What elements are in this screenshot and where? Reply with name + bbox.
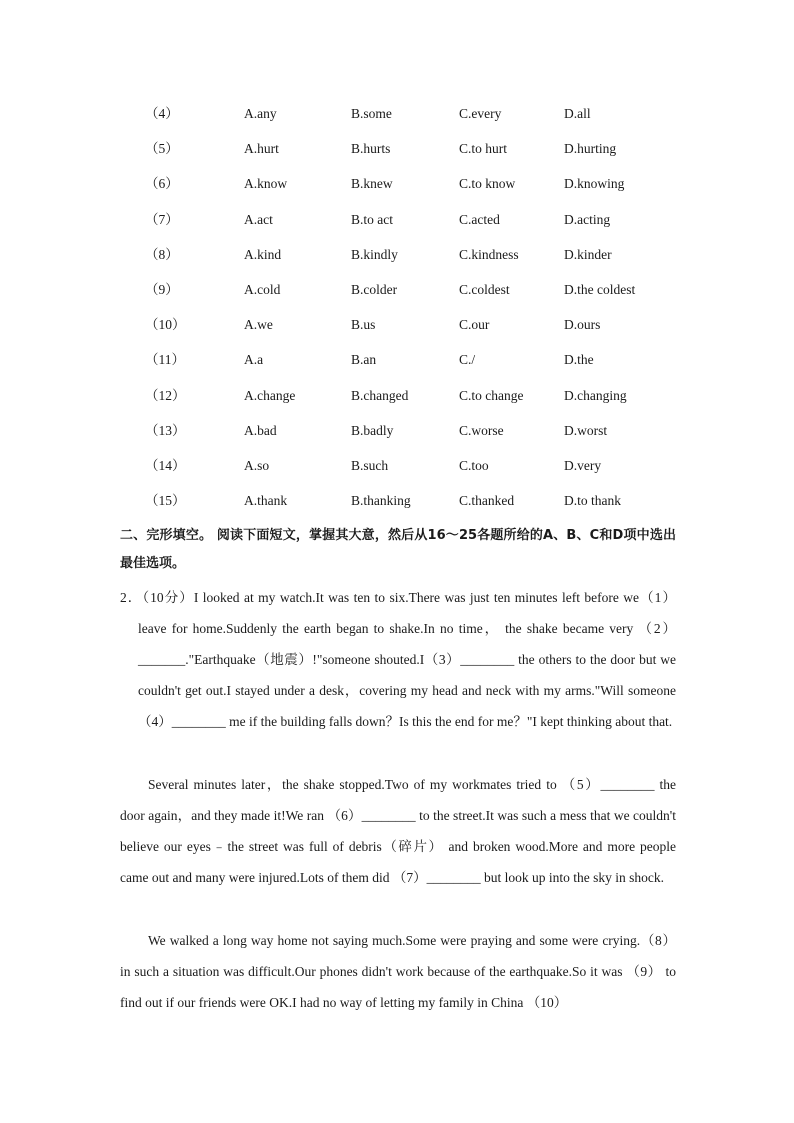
option-b: B.hurts [351, 141, 391, 157]
option-row [0, 491, 794, 511]
option-a: A.act [244, 211, 273, 227]
option-d: D.worst [564, 422, 608, 438]
option-a: A.bad [244, 422, 277, 438]
option-b: B.changed [351, 387, 409, 403]
option-row [0, 315, 794, 335]
option-a: A.thank [244, 493, 288, 509]
option-b: B.badly [351, 422, 394, 438]
option-a: A.cold [244, 282, 281, 297]
option-c: C.thanked [459, 493, 515, 509]
option-d: D.ours [564, 317, 601, 333]
question-number: （13） [145, 422, 186, 438]
option-row [0, 350, 794, 370]
option-d: D.the coldest [564, 282, 636, 297]
option-d: D.kinder [564, 246, 612, 262]
passage-paragraph-1-text: 2．（10分）I looked at my watch.It was ten to six.There was just ten minutes left before we（1）leave for home.Suddenly the earth began to shake.In no time， the shake became very （2）_______."Earthquake（地震）!"someone shouted.I（3）________ the others to the door but we couldn't get out.I stayed under a desk，covering my head and neck with my arms."Will someone （4）________ me if the building falls down？Is this the end for me？"I kept thinking about that. [120, 590, 676, 729]
option-c: C.acted [459, 211, 500, 227]
option-b: B.us [351, 317, 376, 333]
option-b: B.knew [351, 176, 393, 192]
question-number: （10） [145, 317, 186, 333]
passage-paragraph-3: We walked a long way home not saying much.Some were praying and some were crying.（8） in such a situation was difficult.Our phones didn't work because of the earthquake.So it was （9） to find out if our friends were OK.I had no way of letting my family in China （10） [120, 933, 676, 1010]
option-row [0, 386, 794, 406]
option-row [0, 421, 794, 441]
option-b: B.colder [351, 282, 398, 297]
option-d: D.hurting [564, 141, 617, 157]
option-c: C.too [459, 458, 489, 473]
option-c: C./ [459, 352, 476, 368]
question-number: （4） [145, 106, 179, 121]
question-number: （14） [145, 458, 186, 473]
option-a: A.know [244, 176, 288, 192]
passage-paragraph-1 [120, 582, 676, 737]
option-c: C.kindness [459, 246, 519, 262]
option-d: D.all [564, 106, 591, 121]
question-number: （6） [145, 176, 179, 192]
option-c: C.every [459, 106, 502, 121]
question-number: （9） [145, 282, 179, 297]
option-b: B.an [351, 352, 377, 368]
question-number: （5） [145, 141, 179, 157]
option-row [0, 104, 794, 124]
option-c: C.to hurt [459, 141, 508, 157]
option-a: A.kind [244, 246, 282, 262]
option-a: A.any [244, 106, 277, 121]
option-c: C.worse [459, 422, 504, 438]
option-row [0, 245, 794, 265]
option-b: B.to act [351, 211, 393, 227]
option-row [0, 174, 794, 194]
question-number: （12） [145, 387, 186, 403]
option-row [0, 210, 794, 230]
option-d: D.very [564, 458, 602, 473]
option-d: D.acting [564, 211, 611, 227]
option-c: C.to change [459, 387, 524, 403]
option-a: A.we [244, 317, 273, 333]
option-b: B.some [351, 106, 392, 121]
question-number: （8） [145, 246, 179, 262]
option-c: C.our [459, 317, 490, 333]
option-b: B.thanking [351, 493, 411, 509]
option-d: D.changing [564, 387, 627, 403]
question-number: （11） [145, 352, 185, 368]
option-a: A.so [244, 458, 270, 473]
option-c: C.coldest [459, 282, 510, 297]
question-number: （15） [145, 493, 186, 509]
passage-paragraph-2: Several minutes later，the shake stopped.Two of my workmates tried to （5）________ the door again，and they made it!We ran （6）________ to the street.It was such a mess that we couldn't believe our eyes﹣the street was full of debris（碎片） and broken wood.More and more people came out and many were injured.Lots of them did （7）________ but look up into the sky in shock. [120, 777, 676, 885]
option-c: C.to know [459, 176, 516, 192]
option-d: D.knowing [564, 176, 625, 192]
option-row [0, 456, 794, 476]
option-d: D.the [564, 352, 594, 368]
option-a: A.hurt [244, 141, 279, 157]
option-a: A.a [244, 352, 264, 368]
option-row [0, 280, 794, 300]
option-b: B.such [351, 458, 389, 473]
option-row [0, 139, 794, 159]
option-a: A.change [244, 387, 296, 403]
section-heading: 二、完形填空。 阅读下面短文，掌握其大意，然后从16～25各题所给的A、B、C和D项中选出最佳选项。 [120, 528, 676, 571]
option-b: B.kindly [351, 246, 398, 262]
question-number: （7） [145, 211, 179, 227]
option-d: D.to thank [564, 493, 621, 509]
